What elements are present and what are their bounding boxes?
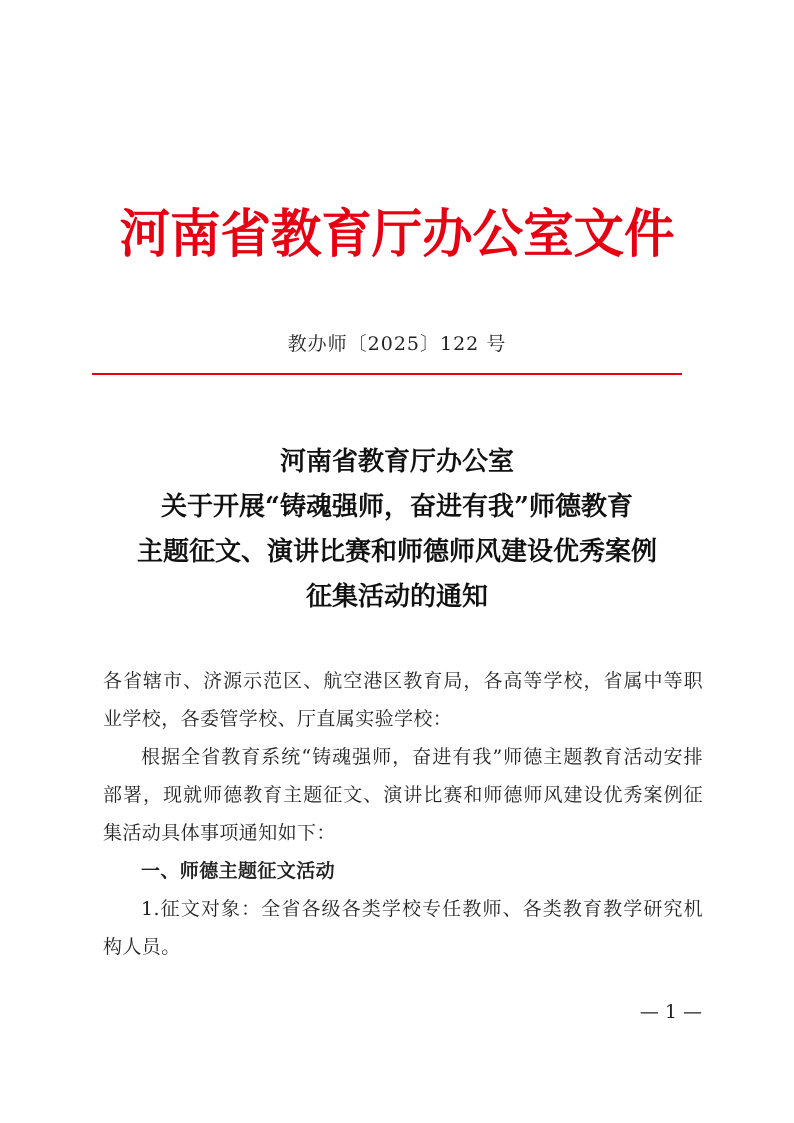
intro-paragraph: 根据全省教育系统“铸魂强师，奋进有我”师德主题教育活动安排部署，现就师德教育主题征文、演讲比赛和师德师风建设优秀案例征集活动具体事项通知如下： [103,746,703,844]
page-number: — 1 — [639,1001,702,1023]
masthead: 河南省教育厅办公室文件 [119,204,675,265]
document-title [0,440,794,620]
item-paragraph: 1.征文对象：全省各级各类学校专任教师、各类教育教学研究机构人员。 [103,898,703,958]
document-body [103,662,703,966]
section-heading: 一、师德主题征文活动 [141,860,336,882]
title-line: 主题征文、演讲比赛和师德师风建设优秀案例 [136,537,657,567]
recipients-paragraph: 各省辖市、济源示范区、航空港区教育局，各高等学校，省属中等职业学校，各委管学校、厅直属实验学校： [103,670,703,730]
title-line: 征集活动的通知 [305,582,488,612]
document-number: 教办师〔2025〕122 号 [287,333,507,355]
title-line: 河南省教育厅办公室 [279,447,514,477]
red-divider-line [92,373,682,375]
title-line: 关于开展“铸魂强师，奋进有我”师德教育 [161,492,633,522]
